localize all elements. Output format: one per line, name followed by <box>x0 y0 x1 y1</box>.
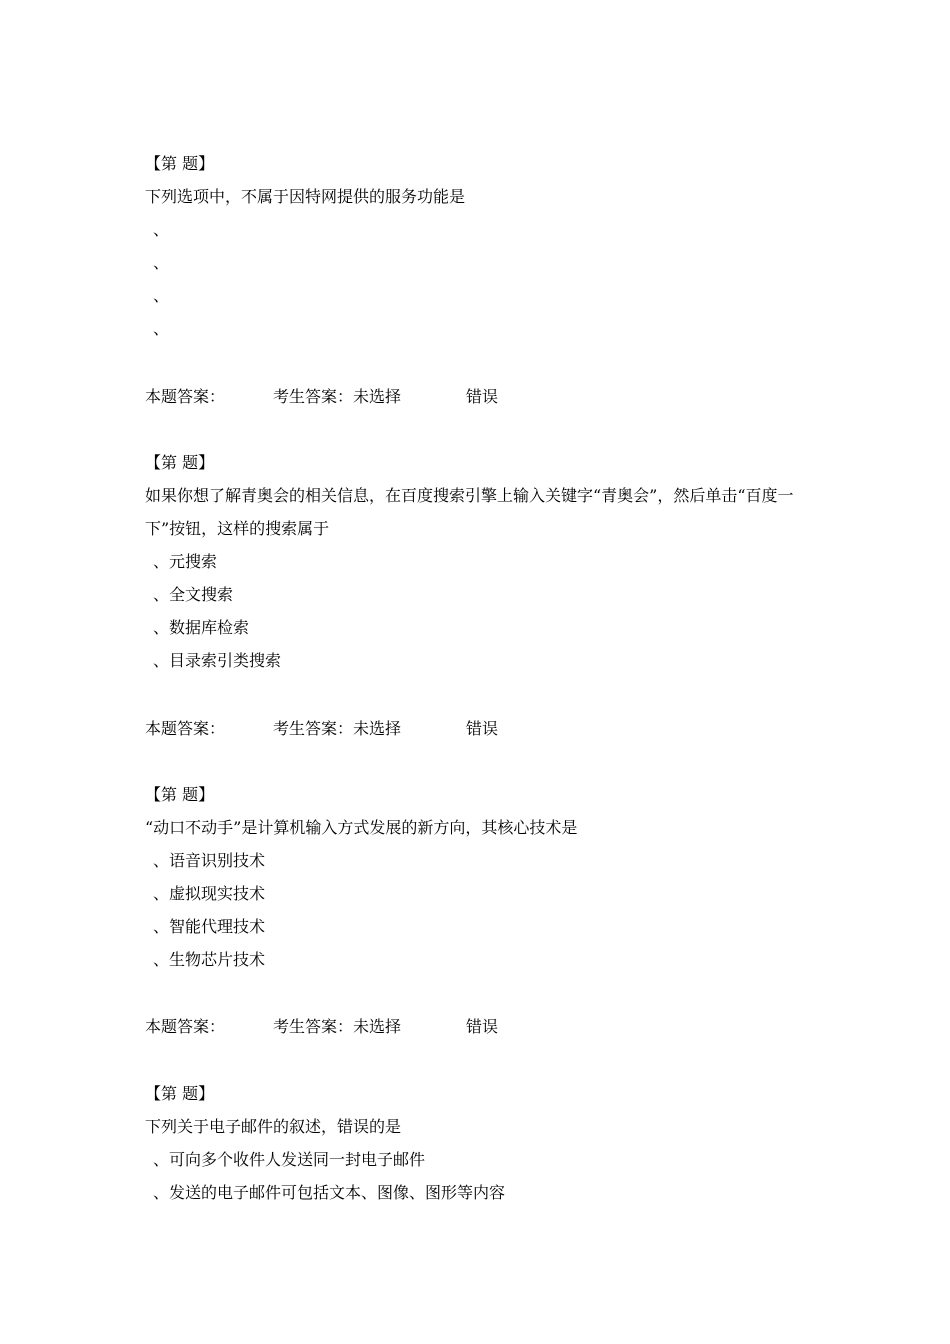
option-c: 、数据库检索 <box>153 618 250 637</box>
result-label: 错误 <box>466 719 499 738</box>
correct-answer-label: 本题答案： <box>145 387 226 406</box>
question-header: 【第 题】 <box>145 785 215 804</box>
question-header: 【第 题】 <box>145 453 215 472</box>
option-c: 、 <box>153 286 170 305</box>
correct-answer-label: 本题答案： <box>145 719 226 738</box>
option-b: 、虚拟现实技术 <box>153 884 266 903</box>
option-d: 、目录索引类搜索 <box>153 651 282 670</box>
option-a: 、元搜索 <box>153 552 218 571</box>
question-3 <box>145 778 825 976</box>
option-b: 、 <box>153 253 170 272</box>
option-b: 、全文搜索 <box>153 585 234 604</box>
question-4 <box>145 1077 825 1209</box>
option-a: 、语音识别技术 <box>153 851 266 870</box>
question-header: 【第 题】 <box>145 154 215 173</box>
student-answer: 考生答案：未选择 <box>273 1017 402 1036</box>
question-text: 下列选项中，不属于因特网提供的服务功能是 <box>145 187 466 206</box>
correct-answer-label: 本题答案： <box>145 1017 226 1036</box>
option-d: 、生物芯片技术 <box>153 950 266 969</box>
option-d: 、 <box>153 319 170 338</box>
question-2 <box>145 446 825 677</box>
option-a: 、 <box>153 220 170 239</box>
student-answer: 考生答案：未选择 <box>273 387 402 406</box>
option-a: 、可向多个收件人发送同一封电子邮件 <box>153 1150 426 1169</box>
question-header: 【第 题】 <box>145 1084 215 1103</box>
question-text: 下列关于电子邮件的叙述，错误的是 <box>145 1117 402 1136</box>
question-text: “动口不动手”是计算机输入方式发展的新方向，其核心技术是 <box>145 818 578 837</box>
result-label: 错误 <box>466 387 499 406</box>
option-c: 、智能代理技术 <box>153 917 266 936</box>
result-label: 错误 <box>466 1017 499 1036</box>
student-answer: 考生答案：未选择 <box>273 719 402 738</box>
option-b: 、发送的电子邮件可包括文本、图像、图形等内容 <box>153 1183 506 1202</box>
question-1 <box>145 147 825 345</box>
question-text: 如果你想了解青奥会的相关信息，在百度搜索引擎上输入关键字“青奥会”，然后单击“百度一下”按钮，这样的搜索属于 <box>145 486 794 538</box>
